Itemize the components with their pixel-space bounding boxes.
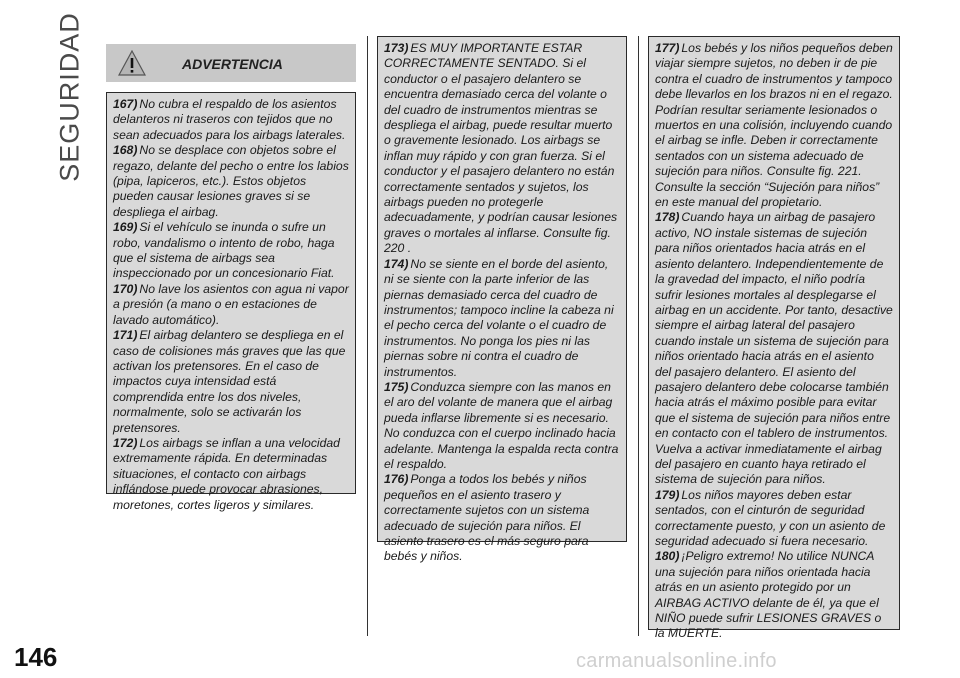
col1-content — [107, 93, 355, 517]
warning-item: 173) ES MUY IMPORTANTE ESTAR CORRECTAMENTE SENTADO. Si el conductor o el pasajero delantero se encuentra demasiado cerca del volante o del cuadro de instrumentos mientras se despliega el airbag, puede resultar muerto o gravemente lesionado. Los airbags se inflan muy rápido y con gran fuerza. Si el conductor y el pasajero delantero no están correctamente sentados y sujetos, los airbags pueden no protegerle adecuadamente, y podrían causar lesiones graves o mortales al inflarse. Consulte fig. 220 . — [384, 41, 618, 256]
warning-header — [106, 44, 356, 82]
warning-item: 170) No lave los asientos con agua ni vapor a presión (a mano o en estaciones de lavado automático). — [113, 281, 349, 327]
page-number: 146 — [14, 642, 58, 672]
warning-box-col1 — [106, 92, 356, 512]
warning-item: 180) ¡Peligro extremo! No utilice NUNCA una sujeción para niños orientada hacia atrás en un asiento protegido por un AIRBAG ACTIVO delante de él, ya que el NIÑO puede sufrir LESIONES GRAVES o la MUERTE. — [655, 549, 882, 641]
warning-item: 177) Los bebés y los niños pequeños deben viajar siempre sujetos, no deben ir de pie contra el cuadro de instrumentos y tampoco debe llevarlos en los brazos ni en el regazo. Podrían resultar seriamente lesionados o muertos en una colisión, incluyendo cuando el airbag se infle. Deben ir correctamente sentados con un sistema adecuado de sujeción para niños. Consulte fig. 221. Consulte la sección “Sujeción para niños” en este manual del propietario. — [655, 41, 893, 210]
warning-triangle-icon — [118, 50, 146, 76]
warning-item: 174) No se siente en el borde del asiento, ni se siente con la parte inferior de las piernas demasiado cerca del cuadro de instrumentos; tampoco incline la cabeza ni el pecho cerca del volante o el cuadro de instrumentos. No ponga los pies ni las piernas sobre ni contra el cuadro de instrumentos. — [384, 256, 614, 379]
warning-item: 172) Los airbags se inflan a una velocidad extremamente rápida. En determinadas situaciones, el contacto con airbags inflándose puede provocar abrasiones, moretones, cortes ligeros y similares. — [113, 435, 340, 512]
footer-watermark: carmanualsonline.info — [576, 650, 777, 672]
section-title: SEGURIDAD — [54, 12, 85, 182]
column-divider-right — [638, 36, 639, 636]
col3-content — [649, 37, 899, 646]
warning-item: 171) El airbag delantero se despliega en el caso de colisiones más graves que las que activan los pretensores. En el caso de impactos cuya intensidad está comprendida entre los dos niveles, normalmente, solo se activarán los pretensores. — [113, 328, 346, 435]
warning-item: 179) Los niños mayores deben estar sentados, con el cinturón de seguridad correctamente puesto, y con un asiento de seguridad adecuado si fuera necesario. — [655, 487, 886, 548]
column-divider-left — [367, 36, 368, 636]
warning-item: 169) Si el vehículo se inunda o sufre un robo, vandalismo o intento de robo, haga que el sistema de airbags sea inspeccionado por un concesionario Fiat. — [113, 220, 335, 281]
warning-item: 168) No se desplace con objetos sobre el regazo, delante del pecho o entre los labios (pipa, lapiceros, etc.). Estos objetos pueden causar lesiones graves si se despliega el airbag. — [113, 143, 349, 219]
warning-box-col2 — [377, 36, 627, 564]
warning-title: ADVERTENCIA — [182, 56, 283, 72]
warning-item: 175) Conduzca siempre con las manos en el aro del volante de manera que el airbag pueda inflarse libremente si es necesario. No conduzca con el cuerpo inclinado hacia adelante. Mantenga la espalda recta contra el respaldo. — [384, 379, 619, 471]
warning-item: 178) Cuando haya un airbag de pasajero activo, NO instale sistemas de sujeción para niños orientados hacia atrás en el asiento delantero. Independientemente de la gravedad del impacto, el niño podría sufrir lesiones mortales al desplegarse el airbag en un accidente. Por tanto, desactive siempre el airbag lateral del pasajero cuando instale un sistema de sujeción para niños orientado hacia atrás en el asiento del pasajero delantero. El asiento del pasajero delantero debe colocarse también hacia atrás el máximo posible para evitar que el sistema de sujeción para niños entre en contacto con el tablero de instrumentos. Vuelva a activar inmediatamente el airbag del pasajero en cuanto haya retirado el sistema de sujeción para niños. — [655, 210, 893, 487]
warning-item: 176) Ponga a todos los bebés y niños pequeños en el asiento trasero y correctamente sujetos con un sistema adecuado de sujeción para niños. El asiento trasero es el más seguro para bebés y niños. — [384, 472, 590, 564]
warning-box-col3 — [648, 36, 900, 641]
col2-content — [378, 37, 626, 569]
warning-item: 167) No cubra el respaldo de los asientos delanteros ni traseros con tejidos que no sean adecuados para los airbags laterales. — [113, 97, 346, 142]
